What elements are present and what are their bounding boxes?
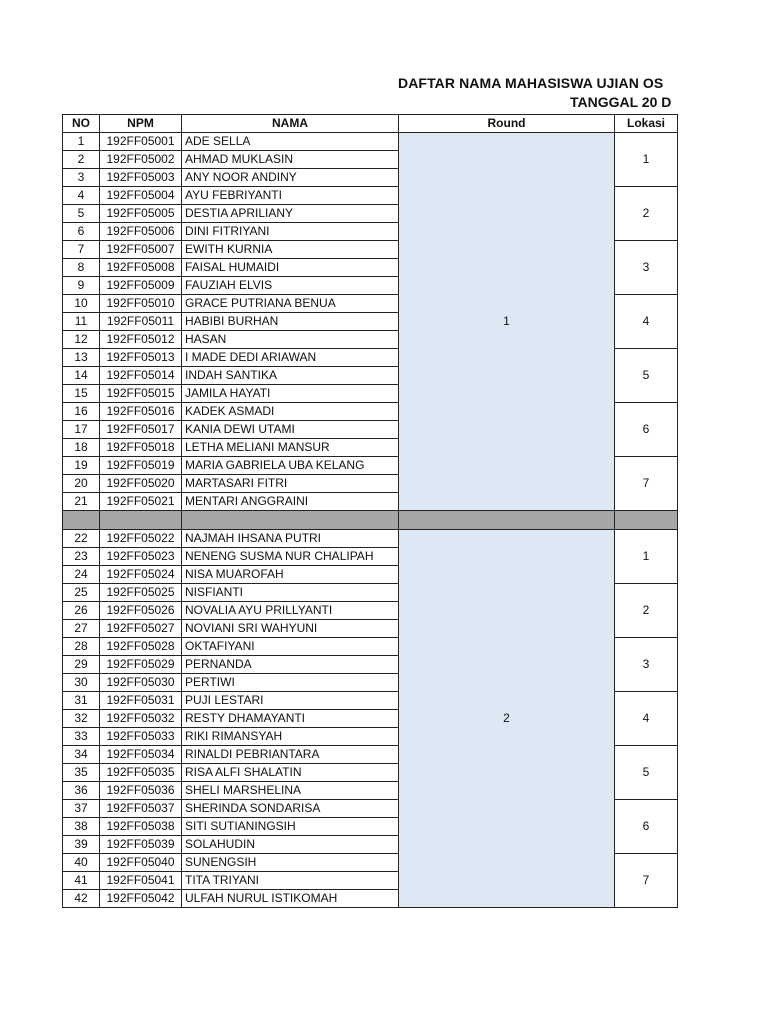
student-no: 38	[63, 818, 100, 836]
student-npm: 192FF05001	[100, 133, 182, 151]
student-no: 37	[63, 800, 100, 818]
student-nama: NISA MUAROFAH	[182, 566, 399, 584]
student-nama: NOVALIA AYU PRILLYANTI	[182, 602, 399, 620]
lokasi-cell: 6	[615, 800, 678, 854]
student-no: 31	[63, 692, 100, 710]
student-npm: 192FF05038	[100, 818, 182, 836]
student-nama: SHELI MARSHELINA	[182, 782, 399, 800]
student-nama: INDAH SANTIKA	[182, 367, 399, 385]
lokasi-cell: 7	[615, 854, 678, 908]
student-npm: 192FF05042	[100, 890, 182, 908]
student-nama: MARIA GABRIELA UBA KELANG	[182, 457, 399, 475]
student-npm: 192FF05029	[100, 656, 182, 674]
student-npm: 192FF05006	[100, 223, 182, 241]
student-no: 34	[63, 746, 100, 764]
student-no: 41	[63, 872, 100, 890]
student-npm: 192FF05009	[100, 277, 182, 295]
lokasi-cell: 1	[615, 530, 678, 584]
student-nama: MENTARI ANGGRAINI	[182, 493, 399, 511]
student-npm: 192FF05027	[100, 620, 182, 638]
student-no: 21	[63, 493, 100, 511]
student-npm: 192FF05005	[100, 205, 182, 223]
student-npm: 192FF05022	[100, 530, 182, 548]
student-no: 36	[63, 782, 100, 800]
document-date-line: TANGGAL 20 D	[570, 94, 672, 110]
student-npm: 192FF05036	[100, 782, 182, 800]
student-no: 20	[63, 475, 100, 493]
lokasi-cell: 3	[615, 638, 678, 692]
lokasi-cell: 6	[615, 403, 678, 457]
student-no: 24	[63, 566, 100, 584]
student-npm: 192FF05032	[100, 710, 182, 728]
student-npm: 192FF05019	[100, 457, 182, 475]
document-title: DAFTAR NAMA MAHASISWA UJIAN OS	[398, 75, 664, 91]
student-nama: AHMAD MUKLASIN	[182, 151, 399, 169]
student-no: 2	[63, 151, 100, 169]
student-npm: 192FF05012	[100, 331, 182, 349]
student-nama: MARTASARI FITRI	[182, 475, 399, 493]
round-cell: 2	[399, 530, 615, 908]
student-nama: SITI SUTIANINGSIH	[182, 818, 399, 836]
lokasi-cell: 4	[615, 295, 678, 349]
student-npm: 192FF05007	[100, 241, 182, 259]
lokasi-cell: 3	[615, 241, 678, 295]
student-no: 10	[63, 295, 100, 313]
student-no: 16	[63, 403, 100, 421]
student-npm: 192FF05026	[100, 602, 182, 620]
lokasi-cell: 2	[615, 187, 678, 241]
table-row	[63, 133, 678, 151]
student-nama: EWITH KURNIA	[182, 241, 399, 259]
student-roster-table	[62, 114, 678, 908]
student-nama: RIKI RIMANSYAH	[182, 728, 399, 746]
student-no: 42	[63, 890, 100, 908]
separator-cell	[182, 511, 399, 530]
student-npm: 192FF05017	[100, 421, 182, 439]
student-npm: 192FF05021	[100, 493, 182, 511]
lokasi-cell: 5	[615, 746, 678, 800]
student-no: 3	[63, 169, 100, 187]
student-npm: 192FF05041	[100, 872, 182, 890]
separator-cell	[615, 511, 678, 530]
header-no: NO	[63, 115, 100, 133]
student-npm: 192FF05008	[100, 259, 182, 277]
separator-cell	[100, 511, 182, 530]
student-no: 35	[63, 764, 100, 782]
roster-body	[63, 133, 678, 908]
header-nama: NAMA	[182, 115, 399, 133]
student-nama: PERTIWI	[182, 674, 399, 692]
student-nama: PERNANDA	[182, 656, 399, 674]
student-no: 25	[63, 584, 100, 602]
student-nama: KADEK ASMADI	[182, 403, 399, 421]
student-npm: 192FF05025	[100, 584, 182, 602]
student-no: 14	[63, 367, 100, 385]
student-nama: PUJI LESTARI	[182, 692, 399, 710]
student-npm: 192FF05035	[100, 764, 182, 782]
student-no: 11	[63, 313, 100, 331]
student-npm: 192FF05023	[100, 548, 182, 566]
student-npm: 192FF05016	[100, 403, 182, 421]
student-no: 6	[63, 223, 100, 241]
student-npm: 192FF05030	[100, 674, 182, 692]
student-no: 17	[63, 421, 100, 439]
student-nama: NISFIANTI	[182, 584, 399, 602]
student-nama: ADE SELLA	[182, 133, 399, 151]
student-nama: FAISAL HUMAIDI	[182, 259, 399, 277]
student-no: 19	[63, 457, 100, 475]
student-npm: 192FF05020	[100, 475, 182, 493]
student-nama: NENENG SUSMA NUR CHALIPAH	[182, 548, 399, 566]
student-nama: OKTAFIYANI	[182, 638, 399, 656]
student-npm: 192FF05015	[100, 385, 182, 403]
student-no: 18	[63, 439, 100, 457]
student-nama: DESTIA APRILIANY	[182, 205, 399, 223]
student-nama: NOVIANI SRI WAHYUNI	[182, 620, 399, 638]
student-nama: FAUZIAH ELVIS	[182, 277, 399, 295]
student-no: 13	[63, 349, 100, 367]
student-npm: 192FF05040	[100, 854, 182, 872]
student-nama: ULFAH NURUL ISTIKOMAH	[182, 890, 399, 908]
student-nama: RINALDI PEBRIANTARA	[182, 746, 399, 764]
student-no: 32	[63, 710, 100, 728]
lokasi-cell: 4	[615, 692, 678, 746]
student-no: 29	[63, 656, 100, 674]
student-no: 26	[63, 602, 100, 620]
student-no: 12	[63, 331, 100, 349]
student-npm: 192FF05031	[100, 692, 182, 710]
student-no: 4	[63, 187, 100, 205]
student-no: 1	[63, 133, 100, 151]
student-npm: 192FF05034	[100, 746, 182, 764]
student-nama: HASAN	[182, 331, 399, 349]
student-no: 8	[63, 259, 100, 277]
student-no: 15	[63, 385, 100, 403]
lokasi-cell: 2	[615, 584, 678, 638]
student-npm: 192FF05039	[100, 836, 182, 854]
student-npm: 192FF05002	[100, 151, 182, 169]
student-no: 33	[63, 728, 100, 746]
student-npm: 192FF05018	[100, 439, 182, 457]
header-round: Round	[399, 115, 615, 133]
student-npm: 192FF05014	[100, 367, 182, 385]
student-no: 22	[63, 530, 100, 548]
separator-cell	[63, 511, 100, 530]
student-no: 30	[63, 674, 100, 692]
student-npm: 192FF05004	[100, 187, 182, 205]
student-npm: 192FF05028	[100, 638, 182, 656]
student-nama: SOLAHUDIN	[182, 836, 399, 854]
student-nama: SUNENGSIH	[182, 854, 399, 872]
student-npm: 192FF05024	[100, 566, 182, 584]
student-nama: TITA TRIYANI	[182, 872, 399, 890]
header-lokasi: Lokasi	[615, 115, 678, 133]
student-nama: KANIA DEWI UTAMI	[182, 421, 399, 439]
round-cell: 1	[399, 133, 615, 511]
student-nama: NAJMAH IHSANA PUTRI	[182, 530, 399, 548]
student-npm: 192FF05010	[100, 295, 182, 313]
student-no: 5	[63, 205, 100, 223]
student-no: 39	[63, 836, 100, 854]
student-npm: 192FF05011	[100, 313, 182, 331]
table-row	[63, 530, 678, 548]
student-nama: DINI FITRIYANI	[182, 223, 399, 241]
student-no: 27	[63, 620, 100, 638]
student-nama: AYU FEBRIYANTI	[182, 187, 399, 205]
student-no: 28	[63, 638, 100, 656]
student-no: 7	[63, 241, 100, 259]
student-npm: 192FF05037	[100, 800, 182, 818]
student-no: 23	[63, 548, 100, 566]
student-nama: I MADE DEDI ARIAWAN	[182, 349, 399, 367]
student-npm: 192FF05003	[100, 169, 182, 187]
student-nama: ANY NOOR ANDINY	[182, 169, 399, 187]
student-no: 9	[63, 277, 100, 295]
separator-cell	[399, 511, 615, 530]
student-nama: SHERINDA SONDARISA	[182, 800, 399, 818]
student-no: 40	[63, 854, 100, 872]
header-npm: NPM	[100, 115, 182, 133]
header-row	[63, 115, 678, 133]
student-npm: 192FF05033	[100, 728, 182, 746]
student-nama: RISA ALFI SHALATIN	[182, 764, 399, 782]
lokasi-cell: 1	[615, 133, 678, 187]
lokasi-cell: 5	[615, 349, 678, 403]
round-separator-row	[63, 511, 678, 530]
student-nama: LETHA MELIANI MANSUR	[182, 439, 399, 457]
student-npm: 192FF05013	[100, 349, 182, 367]
lokasi-cell: 7	[615, 457, 678, 511]
student-nama: JAMILA HAYATI	[182, 385, 399, 403]
student-nama: GRACE PUTRIANA BENUA	[182, 295, 399, 313]
student-nama: HABIBI BURHAN	[182, 313, 399, 331]
student-nama: RESTY DHAMAYANTI	[182, 710, 399, 728]
